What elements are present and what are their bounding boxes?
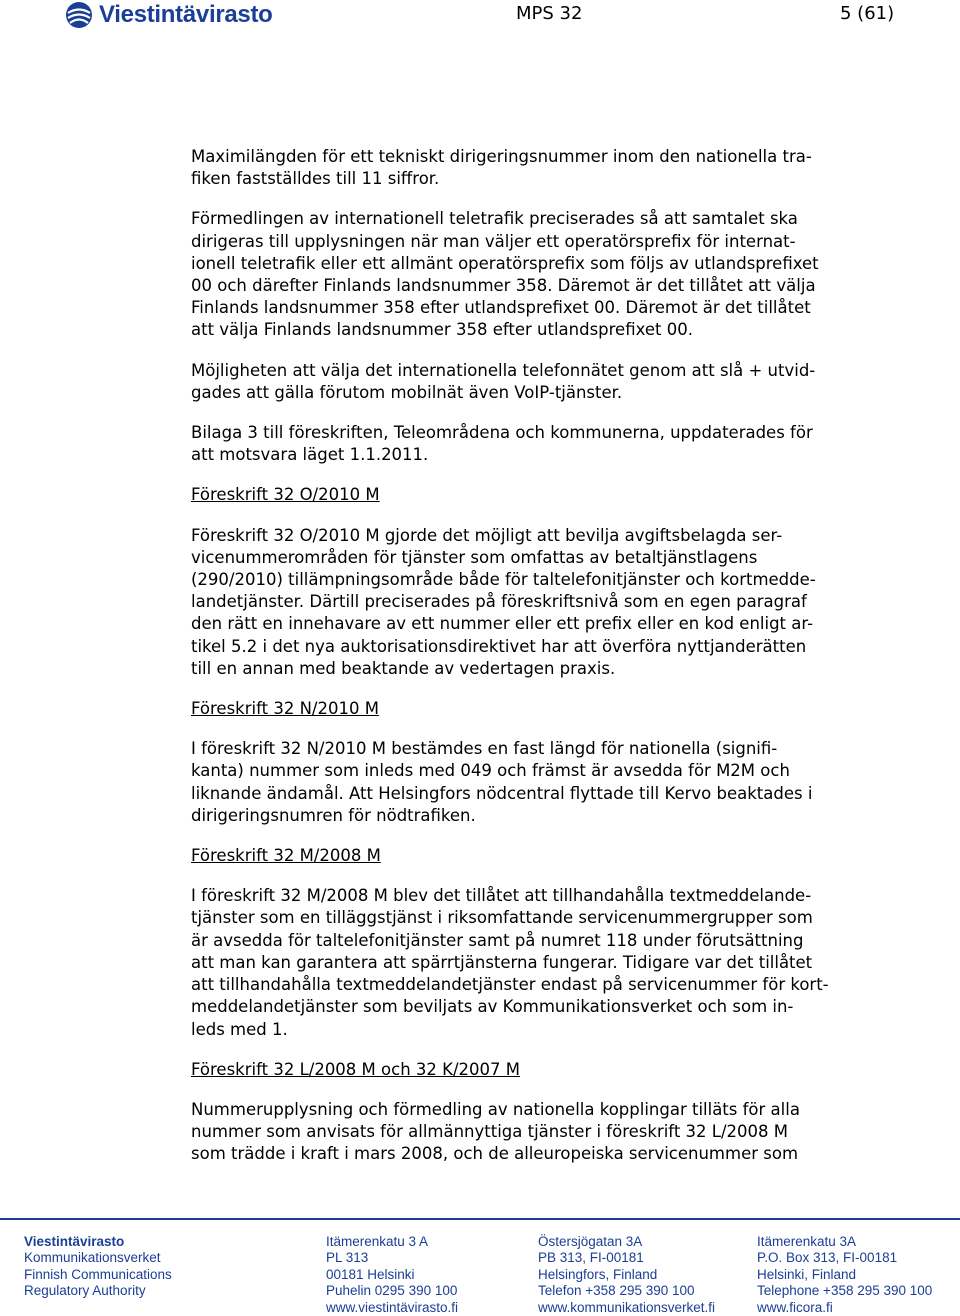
footer-link[interactable]: www.kommunikationsverket.fi xyxy=(538,1299,716,1315)
paragraph xyxy=(191,422,896,466)
text-line: Bilaga 3 till föreskriften, Teleområdena och kommunerna, uppdaterades för xyxy=(191,423,813,443)
section-heading: Föreskrift 32 N/2010 M xyxy=(191,699,379,719)
text-line: att välja Finlands landsnummer 358 efter utlandsprefixet 00. xyxy=(191,320,693,340)
document-id: MPS 32 xyxy=(516,3,583,24)
footer-line: 00181 Helsinki xyxy=(326,1266,415,1282)
text-line: leds med 1. xyxy=(191,1019,288,1039)
text-line: gades att gälla förutom mobilnät även VoIP-tjänster. xyxy=(191,382,623,402)
footer-line: Itämerenkatu 3A xyxy=(757,1234,857,1249)
text-line: Föreskrift 32 O/2010 M gjorde det möjligt att bevilja avgiftsbelagda ser- xyxy=(191,525,783,545)
text-line: (290/2010) tillämpningsområde både för taltelefonitjänster och kortmedde- xyxy=(191,570,816,590)
paragraph xyxy=(191,208,896,341)
footer-agency-names xyxy=(24,1234,172,1300)
text-line: tikel 5.2 i det nya auktorisationsdirektivet har att överföra nyttjanderätten xyxy=(191,636,807,656)
footer-line: Finnish Communications xyxy=(24,1266,172,1282)
footer-address-en xyxy=(757,1234,932,1316)
text-line: att tillhandahålla textmeddelandetjänster endast på servicenummer för kort- xyxy=(191,975,829,995)
footer-address-fi xyxy=(326,1234,458,1316)
footer-link[interactable]: www.ficora.fi xyxy=(757,1299,833,1315)
paragraph xyxy=(191,1099,896,1166)
text-line: den rätt en innehavare av ett nummer eller ett prefix eller en kod enligt ar- xyxy=(191,614,814,634)
logo xyxy=(64,0,273,30)
footer-line: Telefon +358 295 390 100 xyxy=(538,1283,695,1299)
text-line: som trädde i kraft i mars 2008, och de alleuropeiska servicenummer som xyxy=(191,1144,799,1164)
text-line: tjänster som en tilläggstjänst i riksomfattande servicenummergrupper som xyxy=(191,908,813,928)
text-line: kanta) nummer som inleds med 049 och främst är avsedda för M2M och xyxy=(191,761,790,781)
text-line: till en annan med beaktande av vedertagen praxis. xyxy=(191,658,616,678)
paragraph xyxy=(191,885,896,1040)
text-line: Finlands landsnummer 358 efter utlandsprefixet 00. Däremot är det tillåtet xyxy=(191,298,811,318)
text-line: 00 och därefter Finlands landsnummer 358. Däremot är det tillåtet att välja xyxy=(191,276,816,296)
paragraph xyxy=(191,525,896,680)
footer-line: Kommunikationsverket xyxy=(24,1250,161,1266)
paragraph xyxy=(191,738,896,827)
document-body xyxy=(191,146,896,1184)
footer-line: PB 313, FI-00181 xyxy=(538,1250,644,1266)
paragraph xyxy=(191,146,896,190)
footer-divider xyxy=(0,1218,960,1220)
section-heading: Föreskrift 32 O/2010 M xyxy=(191,485,380,505)
text-line: Möjligheten att välja det internationella telefonnätet genom att slå + utvid- xyxy=(191,360,816,380)
section-heading: Föreskrift 32 L/2008 M och 32 K/2007 M xyxy=(191,1059,520,1079)
text-line: nummer som anvisats för allmännyttiga tjänster i föreskrift 32 L/2008 M xyxy=(191,1122,789,1142)
text-line: ionell teletrafik eller ett allmänt operatörsprefix som följs av utlandsprefixet xyxy=(191,253,819,273)
footer-line: Helsingfors, Finland xyxy=(538,1266,658,1282)
footer-line: Viestintävirasto xyxy=(24,1234,125,1249)
footer-link[interactable]: www.viestintävirasto.fi xyxy=(326,1299,459,1315)
page-footer xyxy=(0,1218,960,1316)
page-header xyxy=(0,0,960,34)
footer-line: Telephone +358 295 390 100 xyxy=(757,1283,933,1299)
text-line: I föreskrift 32 N/2010 M bestämdes en fast längd för nationella (signifi- xyxy=(191,739,778,759)
page-number: 5 (61) xyxy=(840,3,895,24)
text-line: fiken fastställdes till 11 siffror. xyxy=(191,169,440,189)
text-line: är avsedda för taltelefonitjänster samt på numret 118 under förutsättning xyxy=(191,930,804,950)
footer-line: Itämerenkatu 3 A xyxy=(326,1234,429,1249)
text-line: I föreskrift 32 M/2008 M blev det tillåtet att tillhandahålla textmeddelande- xyxy=(191,886,812,906)
globe-logo-icon xyxy=(64,0,94,30)
text-line: vicenummerområden för tjänster som omfattas av betaltjänstlagens xyxy=(191,547,758,567)
text-line: dirigeras till upplysningen när man väljer ett operatörsprefix för internat- xyxy=(191,231,796,251)
text-line: att man kan garantera att spärrtjänsterna fungerar. Tidigare var det tillåtet xyxy=(191,952,813,972)
footer-line: PL 313 xyxy=(326,1250,369,1266)
text-line: meddelandetjänster som beviljats av Kommunikationsverket och som in- xyxy=(191,997,794,1017)
footer-line: P.O. Box 313, FI-00181 xyxy=(757,1250,898,1266)
text-line: Maximilängden för ett tekniskt dirigeringsnummer inom den nationella tra- xyxy=(191,147,812,166)
text-line: landetjänster. Därtill preciserades på föreskriftsnivå som en egen paragraf xyxy=(191,592,807,612)
footer-line: Helsinki, Finland xyxy=(757,1266,857,1282)
footer-line: Puhelin 0295 390 100 xyxy=(326,1283,458,1299)
footer-line: Östersjögatan 3A xyxy=(538,1234,643,1249)
logo-wordmark: Viestintävirasto xyxy=(99,1,273,28)
text-line: Förmedlingen av internationell teletrafik preciserades så att samtalet ska xyxy=(191,209,798,229)
footer-address-sv xyxy=(538,1234,715,1316)
section-heading: Föreskrift 32 M/2008 M xyxy=(191,846,381,866)
text-line: dirigeringsnumren för nödtrafiken. xyxy=(191,805,476,825)
text-line: att motsvara läget 1.1.2011. xyxy=(191,445,429,465)
text-line: liknande ändamål. Att Helsingfors nödcentral flyttade till Kervo beaktades i xyxy=(191,783,813,803)
paragraph xyxy=(191,360,896,404)
footer-line: Regulatory Authority xyxy=(24,1283,146,1299)
text-line: Nummerupplysning och förmedling av nationella kopplingar tilläts för alla xyxy=(191,1099,800,1119)
